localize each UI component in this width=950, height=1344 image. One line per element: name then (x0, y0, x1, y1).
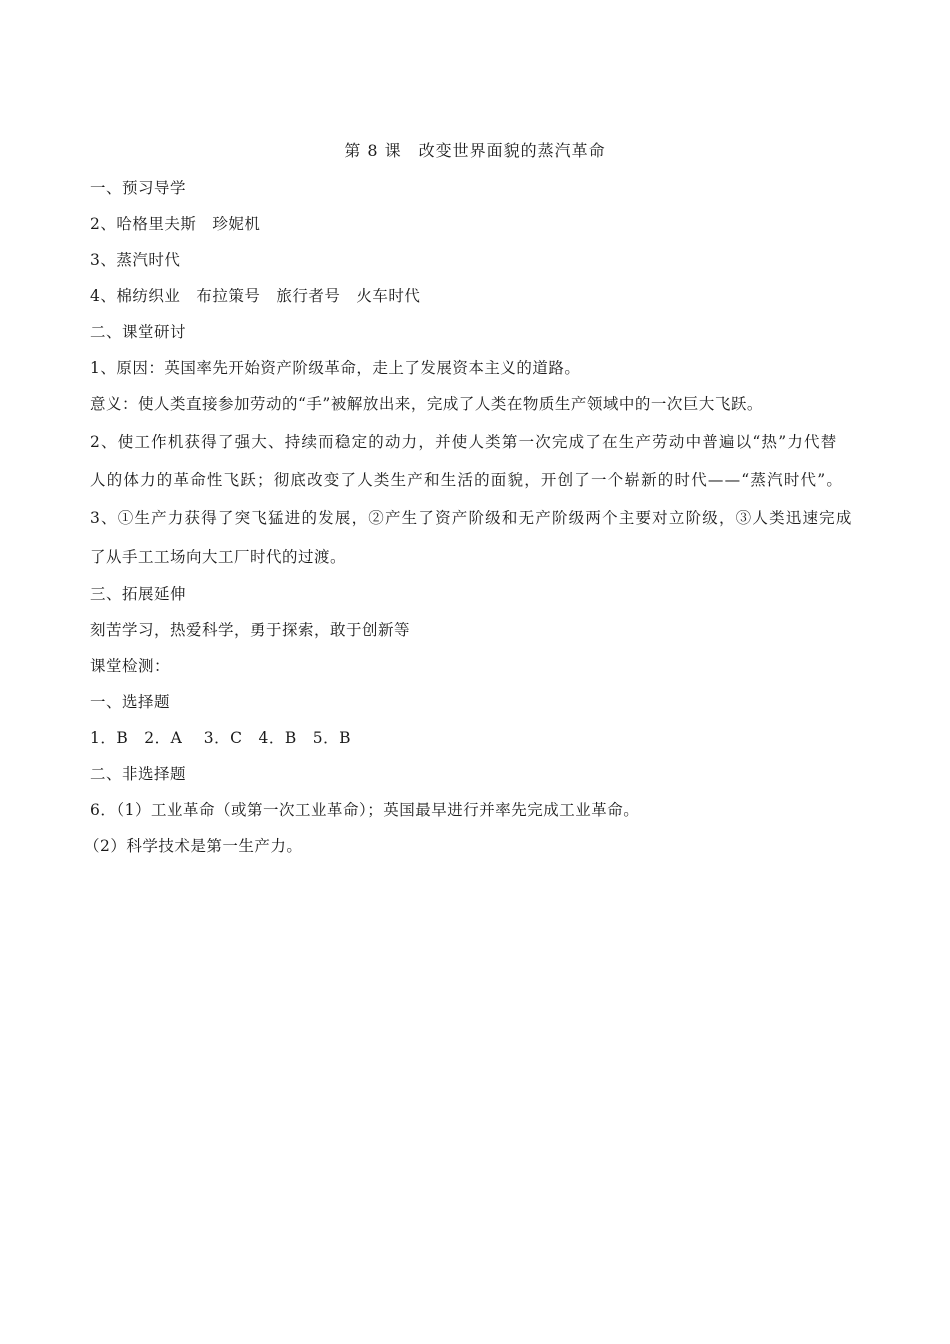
preview-answer-4: 4、棉纺织业 布拉策号 旅行者号 火车时代 (90, 287, 421, 305)
section-heading-non-choice: 二、非选择题 (90, 765, 187, 783)
discussion-answer-1-significance: 意义：使人类直接参加劳动的“手”被解放出来，完成了人类在物质生产领域中的一次巨大飞跃。 (90, 395, 763, 413)
section-heading-preview: 一、预习导学 (90, 179, 187, 197)
lesson-title: 第 8 课 改变世界面貌的蒸汽革命 (344, 141, 606, 160)
section-heading-multiple-choice: 一、选择题 (90, 693, 171, 711)
non-choice-answer-6-part-1: 6．（1）工业革命（或第一次工业革命）；英国最早进行并率先完成工业革命。 (90, 801, 640, 819)
discussion-answer-2-line-1: 2、使工作机获得了强大、持续而稳定的动力，并使人类第一次完成了在生产劳动中普遍以“热”力代替 (90, 433, 838, 451)
classroom-test-heading: 课堂检测： (90, 657, 171, 675)
section-heading-extension: 三、拓展延伸 (90, 585, 187, 603)
discussion-answer-3-line-2: 了从手工工场向大工厂时代的过渡。 (90, 548, 347, 566)
preview-answer-3: 3、蒸汽时代 (90, 251, 181, 269)
discussion-answer-3-line-1: 3、①生产力获得了突飞猛进的发展，②产生了资产阶级和无产阶级两个主要对立阶级，③人类迅速完成 (90, 509, 853, 527)
extension-answer: 刻苦学习，热爱科学，勇于探索，敢于创新等 (90, 621, 411, 639)
discussion-answer-2-line-2: 人的体力的革命性飞跃；彻底改变了人类生产和生活的面貌，开创了一个崭新的时代——“蒸汽时代”。 (90, 471, 844, 489)
non-choice-answer-6-part-2: （2）科学技术是第一生产力。 (84, 837, 303, 855)
discussion-answer-1-cause: 1、原因：英国率先开始资产阶级革命，走上了发展资本主义的道路。 (90, 359, 581, 377)
section-heading-discussion: 二、课堂研讨 (90, 323, 187, 341)
preview-answer-2: 2、哈格里夫斯 珍妮机 (90, 215, 261, 233)
multiple-choice-answers: 1．B 2．A 3．C 4．B 5．B (90, 729, 351, 747)
